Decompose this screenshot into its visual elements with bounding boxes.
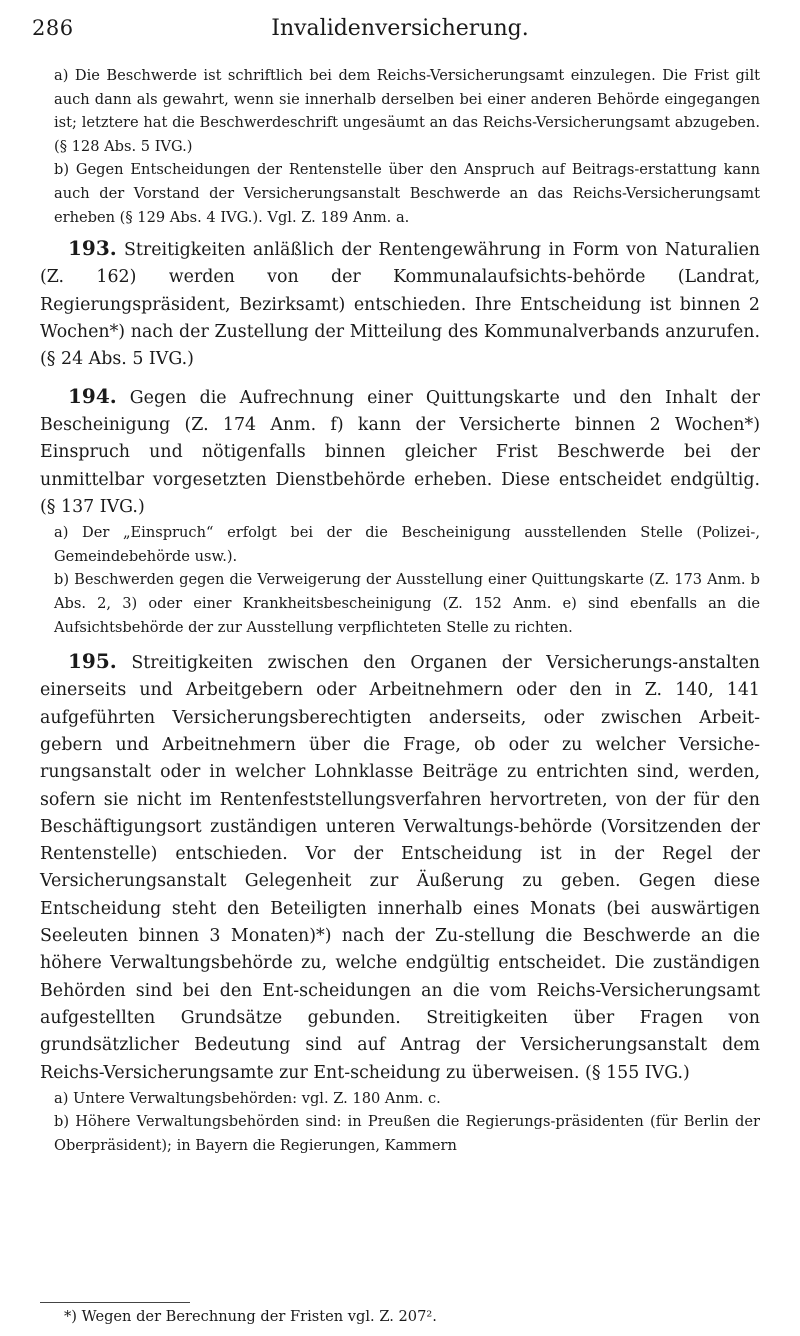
section-194 [40, 383, 760, 521]
note-a-einspruch: a) Der „Einspruch“ erfolgt bei der die Bescheinigung ausstellenden Stelle (Polizei-, Gemeindebehörde usw.). [54, 524, 760, 565]
note-a-untere-behoerden: a) Untere Verwaltungsbehörden: vgl. Z. 180 Anm. c. [54, 1089, 441, 1107]
note-b-hoehere-behoerden: b) Höhere Verwaltungsbehörden sind: in Preußen die Regierungs-präsidenten (für Berlin der Oberpräsident); in Bayern die Regierungen, Kammern [54, 1113, 760, 1155]
page-number: 286 [32, 16, 74, 40]
note-b-beitragserstattung: b) Gegen Entscheidungen der Rentenstelle über den Anspruch auf Beitrags-erstattung kann auch der Vorstand der Versicherungsanstalt Beschwerde an das Reichs-Versicherungsamt erheben (§ 129 Abs. 4 IVG.). Vgl. Z. 189 Anm. a. [54, 161, 760, 226]
section-text: Streitigkeiten anläßlich der Rentengewährung in Form von Naturalien (Z. 162) werden von der Kommunalaufsichts-behörde (Landrat, Regierungspräsident, Bezirksamt) entschieden. Ihre Entscheidung ist binnen 2 Wochen*) nach der Zustellung der Mitteilung des Kommunalverbands anzurufen. (§ 24 Abs. 5 IVG.) [40, 240, 760, 370]
page-body [40, 64, 760, 1158]
note-a-beschwerde: a) Die Beschwerde ist schriftlich bei dem Reichs-Versicherungsamt einzulegen. Die Frist gilt auch dann als gewahrt, wenn sie innerhalb derselben bei einer anderen Behörde eingegangen ist; letztere hat die Beschwerdeschrift ungesäumt an das Reichs-Versicherungsamt abzugeben. (§ 128 Abs. 5 IVG.) [54, 67, 760, 155]
page-header [32, 10, 768, 50]
section-195 [40, 648, 760, 1087]
running-title: Invalidenversicherung. [271, 16, 529, 41]
footnote: *) Wegen der Berechnung der Fristen vgl. Z. 207². [64, 1308, 437, 1325]
section-text: Streitigkeiten zwischen den Organen der Versicherungs-anstalten einerseits und Arbeitgebern oder Arbeitnehmern oder den in Z. 140, 141 aufgeführten Versicherungsberechtigten anderseits, oder zwischen Arbeit-gebern und Arbeitnehmern über die Frage, ob oder zu welcher Versiche-rungsanstalt oder in welcher Lohnklasse Beiträge zu entrichten sind, werden, sofern sie nicht im Rentenfeststellungsverfahren hervortreten, von der für den Beschäftigungsort zuständigen unteren Verwaltungs-behörde (Vorsitzenden der Rentenstelle) entschieden. Vor der Entscheidung ist in der Regel der Versicherungsanstalt Gelegenheit zur Äußerung zu geben. Gegen diese Entscheidung steht den Beteiligten innerhalb eines Monats (bei auswärtigen Seeleuten binnen 3 Monaten)*) nach der Zu-stellung die Beschwerde an die höhere Verwaltungsbehörde zu, welche endgültig entscheidet. Die zuständigen Behörden sind bei den Ent-scheidungen an die vom Reichs-Versicherungsamt aufgestellten Grundsätze gebunden. Streitigkeiten über Fragen von grundsätzlicher Bedeutung sind auf Antrag der Versicherungsanstalt dem Reichs-Versicherungsamte zur Ent-scheidung zu überweisen. (§ 155 IVG.) [40, 653, 760, 1083]
section-text: Gegen die Aufrechnung einer Quittungskarte und den Inhalt der Bescheinigung (Z. 174 Anm. f) kann der Versicherte binnen 2 Wochen*) Einspruch und nötigenfalls binnen gleicher Frist Beschwerde bei der unmittelbar vorgesetzten Dienstbehörde erheben. Diese entscheidet endgültig. (§ 137 IVG.) [40, 387, 760, 517]
section-193 [40, 235, 760, 373]
footnote-divider [40, 1302, 190, 1303]
section-number: 193. [68, 236, 117, 261]
section-number: 194. [68, 383, 117, 408]
note-b-verweigerung: b) Beschwerden gegen die Verweigerung der Ausstellung einer Quittungskarte (Z. 173 Anm. b Abs. 2, 3) oder einer Krankheitsbescheinigung (Z. 152 Anm. e) sind ebenfalls an die Aufsichtsbehörde der zur Ausstellung verpflichteten Stelle zu richten. [54, 571, 760, 636]
section-number: 195. [68, 649, 117, 674]
